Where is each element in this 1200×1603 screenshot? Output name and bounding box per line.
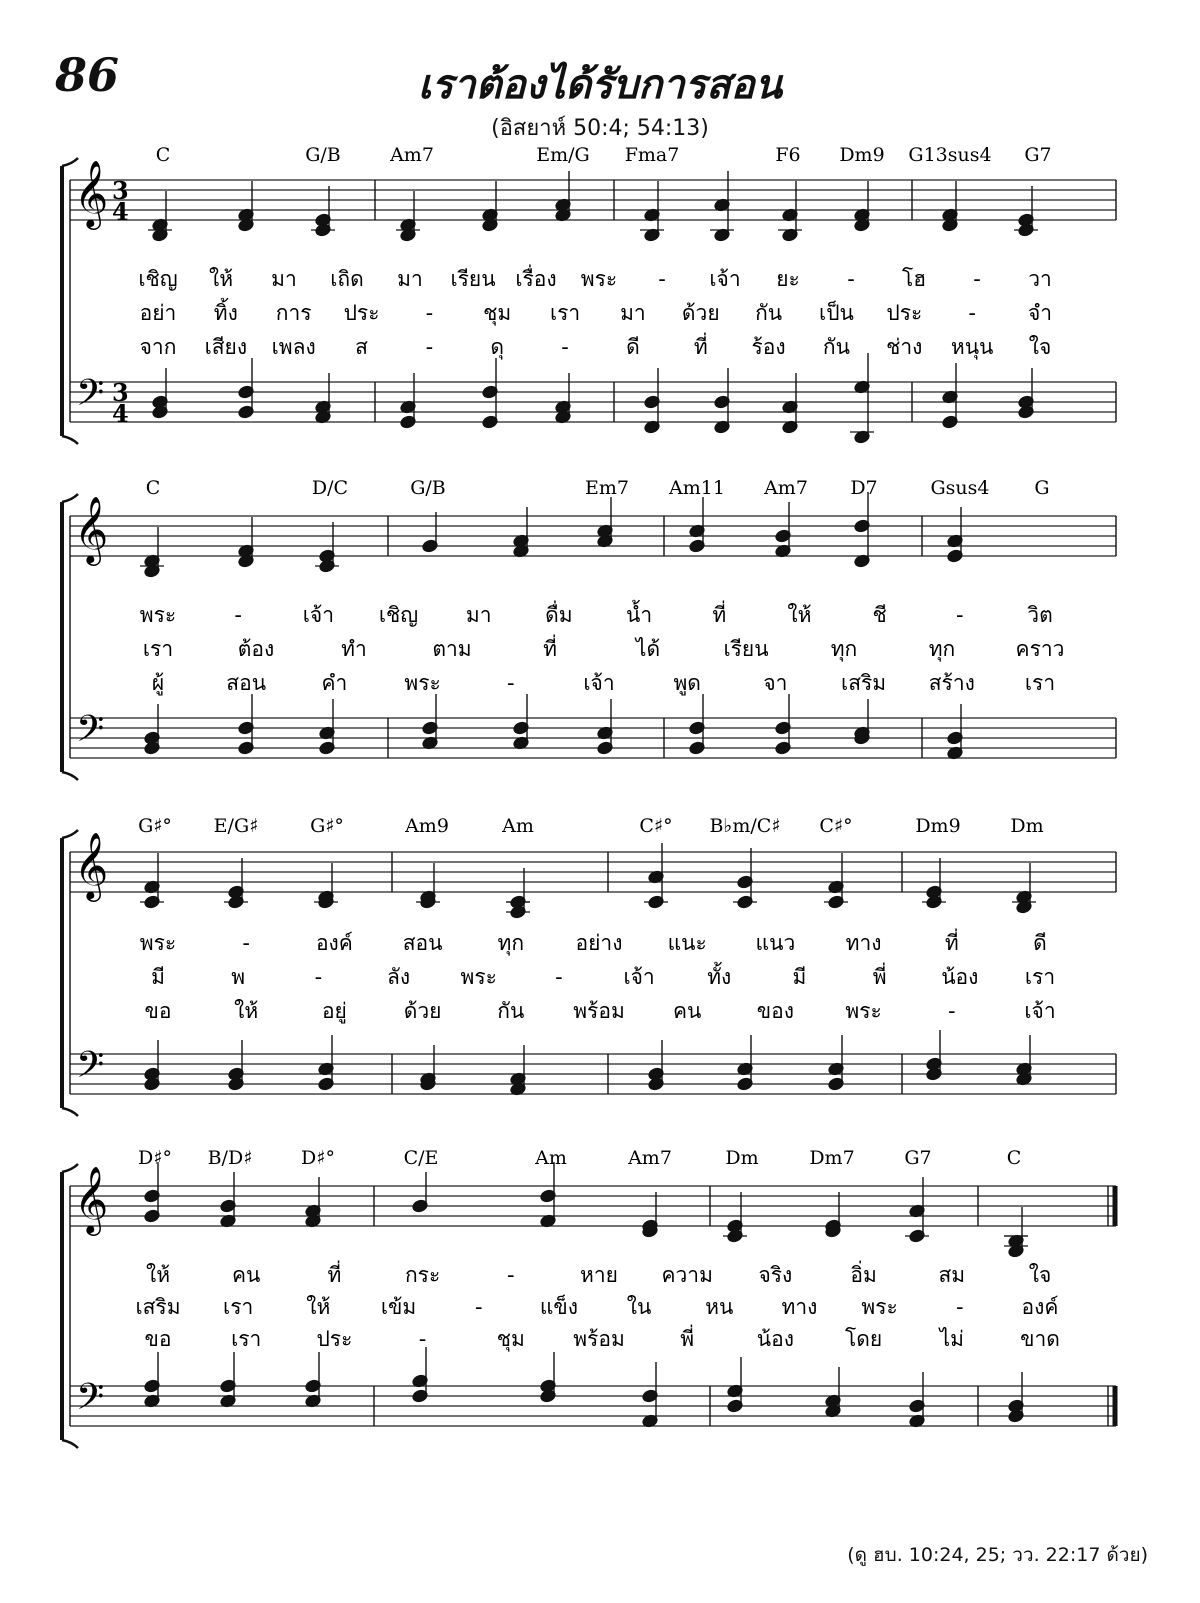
bracket-bottom-hook — [62, 1440, 78, 1448]
lyric-syllable: - — [234, 603, 242, 627]
treble-clef-icon: 𝄞 — [74, 1165, 109, 1233]
chord-symbol: F6 — [775, 144, 801, 166]
chord-symbol: Fma7 — [624, 144, 680, 166]
lyric-syllable: ทั้ง — [707, 965, 732, 989]
lyric-syllable: หาย — [580, 1263, 618, 1287]
chord-symbol: Am7 — [628, 1147, 672, 1169]
lyric-syllable: ทาง — [845, 931, 882, 955]
lyric-syllable: พี่ — [680, 1327, 695, 1351]
chord-symbol: Am7 — [764, 477, 808, 499]
lyric-syllable: ช่าง — [886, 335, 923, 359]
lyric-syllable: ยะ — [776, 267, 800, 291]
chord-symbol: G♯° — [310, 815, 344, 837]
lyric-syllable: เรา — [223, 1295, 254, 1319]
chord-symbol: Em7 — [585, 477, 629, 499]
time-signature-top: 3 — [112, 176, 129, 205]
chord-symbol: G/B — [410, 477, 446, 499]
lyric-syllable: องค์ — [315, 931, 353, 955]
lyric-syllable: เพลง — [271, 335, 316, 359]
system-4 — [62, 1147, 1116, 1448]
lyric-syllable: เข้ม — [380, 1295, 417, 1319]
lyric-syllable: ด้วย — [681, 301, 720, 325]
lyric-syllable: - — [242, 931, 250, 955]
lyric-syllable: จาก — [139, 335, 177, 359]
lyric-syllable: - — [418, 1327, 427, 1351]
lyric-syllable: พระ — [460, 965, 497, 989]
bass-clef-icon: 𝄢 — [76, 708, 105, 759]
system-2 — [62, 477, 1116, 780]
lyric-syllable: เรื่อง — [515, 267, 557, 291]
time-signature-bottom: 4 — [112, 399, 129, 428]
bracket-bottom-hook — [62, 436, 78, 444]
lyric-syllable: เรา — [142, 637, 174, 661]
lyric-syllable: อิ่ม — [850, 1263, 877, 1287]
lyric-syllable: สม — [938, 1263, 966, 1287]
lyric-syllable: ทิ้ง — [213, 301, 238, 325]
lyric-syllable: - — [425, 301, 434, 325]
chord-symbol: G7 — [904, 1147, 932, 1169]
lyric-syllable: แนว — [755, 931, 796, 955]
lyric-syllable: จริง — [758, 1263, 793, 1287]
chord-symbol: D/C — [311, 477, 349, 499]
lyric-syllable: พระ — [580, 267, 618, 291]
bass-clef-icon: 𝄢 — [76, 372, 105, 423]
lyric-syllable: เรียน — [723, 637, 769, 661]
chord-symbol: Dm — [1010, 815, 1044, 837]
lyric-syllable: ประ — [886, 301, 923, 325]
lyric-syllable: พระ — [139, 603, 177, 627]
lyric-syllable: - — [507, 671, 515, 695]
lyric-syllable: คราว — [1015, 637, 1065, 661]
lyric-syllable: มี — [151, 965, 165, 989]
lyric-syllable: พระ — [404, 671, 441, 695]
scripture-reference: (อิสยาห์ 50:4; 54:13) — [491, 116, 709, 141]
lyric-syllable: กัน — [497, 999, 525, 1023]
lyric-syllable: ใจ — [1028, 1263, 1052, 1287]
lyric-syllable: ให้ — [306, 1295, 331, 1319]
chord-symbol: E/G♯ — [213, 815, 259, 837]
treble-clef-icon: 𝄞 — [74, 159, 109, 227]
lyric-syllable: ที่ — [693, 335, 708, 359]
lyric-syllable: - — [948, 999, 956, 1023]
lyric-syllable: - — [658, 267, 666, 291]
chord-symbol: Dm9 — [839, 144, 885, 166]
lyric-syllable: วิต — [1027, 603, 1053, 627]
time-signature-top: 3 — [112, 378, 129, 407]
lyric-syllable: - — [968, 301, 976, 325]
lyric-syllable: หน — [705, 1295, 734, 1319]
chord-symbol: Dm9 — [915, 815, 961, 837]
chord-symbol: Gsus4 — [930, 477, 990, 499]
chord-symbol: C — [1006, 1147, 1022, 1169]
lyric-syllable: ของ — [756, 999, 795, 1023]
lyric-syllable: - — [314, 965, 323, 989]
lyric-syllable: ดุ — [490, 335, 505, 359]
lyric-syllable: เชิญ — [378, 603, 419, 627]
lyric-syllable: ให้ — [145, 1263, 171, 1287]
lyric-syllable: ทุก — [497, 931, 525, 955]
chord-symbol: C/E — [403, 1147, 439, 1169]
lyric-syllable: ที่ — [712, 603, 727, 627]
hymn-number: 86 — [55, 48, 120, 102]
lyric-syllable: ลัง — [386, 965, 411, 989]
chord-symbol: G♯° — [138, 815, 172, 837]
hymn-title: เราต้องได้รับการสอน — [417, 62, 783, 108]
lyric-syllable: คน — [672, 999, 702, 1023]
lyric-syllable: - — [847, 267, 855, 291]
lyric-syllable: น้ำ — [626, 603, 653, 627]
lyric-syllable: สอน — [402, 931, 443, 955]
chord-symbol: Am — [535, 1147, 567, 1169]
lyric-syllable: หนุน — [950, 335, 994, 359]
chord-symbol: C — [155, 144, 171, 166]
bass-clef-icon: 𝄢 — [76, 1044, 105, 1095]
footnote: (ดู ฮบ. 10:24, 25; วว. 22:17 ด้วย) — [847, 1544, 1148, 1566]
lyric-syllable: เรา — [1024, 965, 1056, 989]
lyric-syllable: เรียน — [450, 267, 496, 291]
system-3 — [62, 815, 1116, 1116]
lyric-syllable: พระ — [139, 931, 177, 955]
lyric-syllable: ดี — [1033, 931, 1047, 955]
lyric-syllable: โดย — [844, 1327, 883, 1351]
lyric-syllable: เรา — [1024, 671, 1056, 695]
lyric-syllable: ที่ — [543, 637, 557, 661]
chord-symbol: C — [145, 477, 161, 499]
lyric-syllable: สอน — [226, 671, 267, 695]
lyric-syllable: ต้อง — [237, 637, 275, 661]
treble-staff-3 — [70, 852, 1116, 892]
lyric-syllable: ที่ — [327, 1263, 342, 1287]
lyric-syllable: แนะ — [667, 931, 707, 955]
lyric-syllable: ทุก — [928, 637, 956, 661]
bracket-bottom-hook — [62, 772, 78, 780]
chord-symbol: G13sus4 — [908, 144, 992, 166]
lyric-syllable: ตาม — [432, 637, 472, 661]
lyric-syllable: ทำ — [341, 637, 367, 661]
chord-symbol: Am11 — [669, 477, 725, 499]
chord-symbol: G/B — [305, 144, 341, 166]
chord-symbol: B♭m/C♯ — [709, 815, 781, 837]
lyric-syllable: ไม่ — [939, 1327, 965, 1351]
lyric-syllable: - — [555, 965, 563, 989]
lyric-syllable: ทุก — [830, 637, 858, 661]
treble-staff-1 — [70, 180, 1116, 220]
bass-staff-3 — [70, 1054, 1116, 1094]
lyric-syllable: - — [507, 1263, 515, 1287]
lyric-syllable: มา — [271, 267, 297, 291]
lyric-syllable: เชิญ — [138, 267, 178, 291]
lyric-syllable: เจ้า — [1024, 999, 1056, 1023]
lyric-syllable: คน — [231, 1263, 261, 1287]
chord-symbol: D♯° — [301, 1147, 335, 1169]
lyric-syllable: - — [956, 603, 964, 627]
chord-symbol: D7 — [850, 477, 878, 499]
lyric-syllable: - — [561, 335, 569, 359]
lyric-syllable: มา — [397, 267, 423, 291]
time-signature-bottom: 4 — [112, 197, 129, 226]
lyric-syllable: - — [973, 267, 981, 291]
lyric-syllable: ให้ — [234, 999, 259, 1023]
lyric-syllable: พูด — [673, 671, 701, 695]
lyric-syllable: ให้ — [208, 267, 234, 291]
lyric-syllable: ชุม — [483, 301, 512, 325]
lyric-syllable: เถิด — [330, 267, 364, 291]
treble-clef-icon: 𝄞 — [74, 831, 109, 899]
lyric-syllable: กัน — [755, 301, 783, 325]
lyric-syllable: อย่า — [139, 301, 177, 325]
chord-symbol: C♯° — [639, 815, 673, 837]
chord-symbol: Dm — [725, 1147, 759, 1169]
lyric-syllable: จา — [763, 671, 788, 695]
lyric-syllable: - — [956, 1295, 964, 1319]
chord-symbol: Am — [502, 815, 534, 837]
lyric-syllable: เรา — [549, 301, 581, 325]
chord-symbol: G — [1034, 477, 1050, 499]
lyric-syllable: เจ้า — [302, 603, 335, 627]
lyric-syllable: ขอ — [144, 1327, 172, 1351]
lyric-syllable: น้อง — [941, 965, 979, 989]
lyric-syllable: ดี — [626, 335, 640, 359]
lyric-syllable: เสียง — [204, 335, 248, 359]
lyric-syllable: เสริม — [135, 1295, 181, 1319]
lyric-syllable: องค์ — [1021, 1295, 1059, 1319]
lyric-syllable: เป็น — [819, 301, 854, 325]
lyric-syllable: พระ — [845, 999, 882, 1023]
lyric-syllable: ดื่ม — [545, 603, 573, 627]
chord-symbol: Em/G — [536, 144, 590, 166]
lyric-syllable: ที่ — [944, 931, 959, 955]
lyric-syllable: ใน — [626, 1295, 652, 1319]
lyric-syllable: พร้อม — [573, 999, 625, 1023]
lyric-syllable: โฮ — [901, 267, 927, 291]
chord-symbol: D♯° — [138, 1147, 172, 1169]
chord-symbol: C♯° — [819, 815, 853, 837]
lyric-syllable: กัน — [822, 335, 851, 359]
lyric-syllable: เจ้า — [623, 965, 655, 989]
chord-symbol: Dm7 — [809, 1147, 855, 1169]
chord-symbol: B/D♯ — [207, 1147, 253, 1169]
system-1 — [62, 144, 1116, 444]
lyric-syllable: มา — [620, 301, 646, 325]
bass-clef-icon: 𝄢 — [76, 1376, 105, 1427]
lyric-syllable: ผู้ — [151, 671, 165, 695]
lyric-syllable: อยู่ — [321, 999, 347, 1023]
lyric-syllable: กระ — [404, 1263, 441, 1287]
lyric-syllable: แข็ง — [539, 1295, 578, 1319]
lyric-syllable: การ — [275, 301, 312, 325]
lyric-syllable: สร้าง — [928, 671, 975, 695]
lyric-syllable: พร้อม — [573, 1327, 625, 1351]
lyric-syllable: พระ — [861, 1295, 898, 1319]
lyric-syllable: มี — [792, 965, 807, 989]
chord-symbol: Am7 — [390, 144, 434, 166]
lyric-syllable: คำ — [321, 671, 348, 695]
lyric-syllable: พี่ — [872, 965, 887, 989]
lyric-syllable: เสริม — [841, 671, 887, 695]
lyric-syllable: วา — [1028, 267, 1052, 291]
lyric-syllable: ความ — [661, 1263, 713, 1287]
chord-symbol: Am9 — [405, 815, 449, 837]
lyric-syllable: เจ้า — [583, 671, 615, 695]
lyric-syllable: ได้ — [635, 637, 661, 661]
lyric-syllable: อย่าง — [575, 931, 623, 955]
lyric-syllable: ประ — [343, 301, 380, 325]
lyric-syllable: พ — [231, 965, 246, 989]
lyric-syllable: ให้ — [787, 603, 812, 627]
lyric-syllable: ทาง — [781, 1295, 818, 1319]
lyric-syllable: - — [474, 1295, 483, 1319]
bass-staff-1 — [70, 382, 1116, 422]
lyric-syllable: ขอ — [144, 999, 172, 1023]
chord-symbol: G7 — [1024, 144, 1052, 166]
lyric-syllable: ขาด — [1020, 1327, 1060, 1351]
lyric-syllable: มา — [465, 603, 492, 627]
lyric-syllable: เรา — [231, 1327, 262, 1351]
lyric-syllable: ด้วย — [403, 999, 442, 1023]
lyric-syllable: ใจ — [1028, 335, 1052, 359]
lyric-syllable: น้อง — [756, 1327, 795, 1351]
lyric-syllable: ชุม — [496, 1327, 525, 1351]
bracket-bottom-hook — [62, 1108, 78, 1116]
lyric-syllable: เจ้า — [709, 267, 741, 291]
lyric-syllable: - — [425, 335, 434, 359]
lyric-syllable: จำ — [1027, 301, 1053, 325]
lyric-syllable: ร้อง — [751, 335, 786, 359]
lyric-syllable: ส — [355, 335, 368, 359]
treble-clef-icon: 𝄞 — [74, 495, 109, 563]
lyric-syllable: ชี — [872, 603, 887, 627]
lyric-syllable: ประ — [316, 1327, 353, 1351]
